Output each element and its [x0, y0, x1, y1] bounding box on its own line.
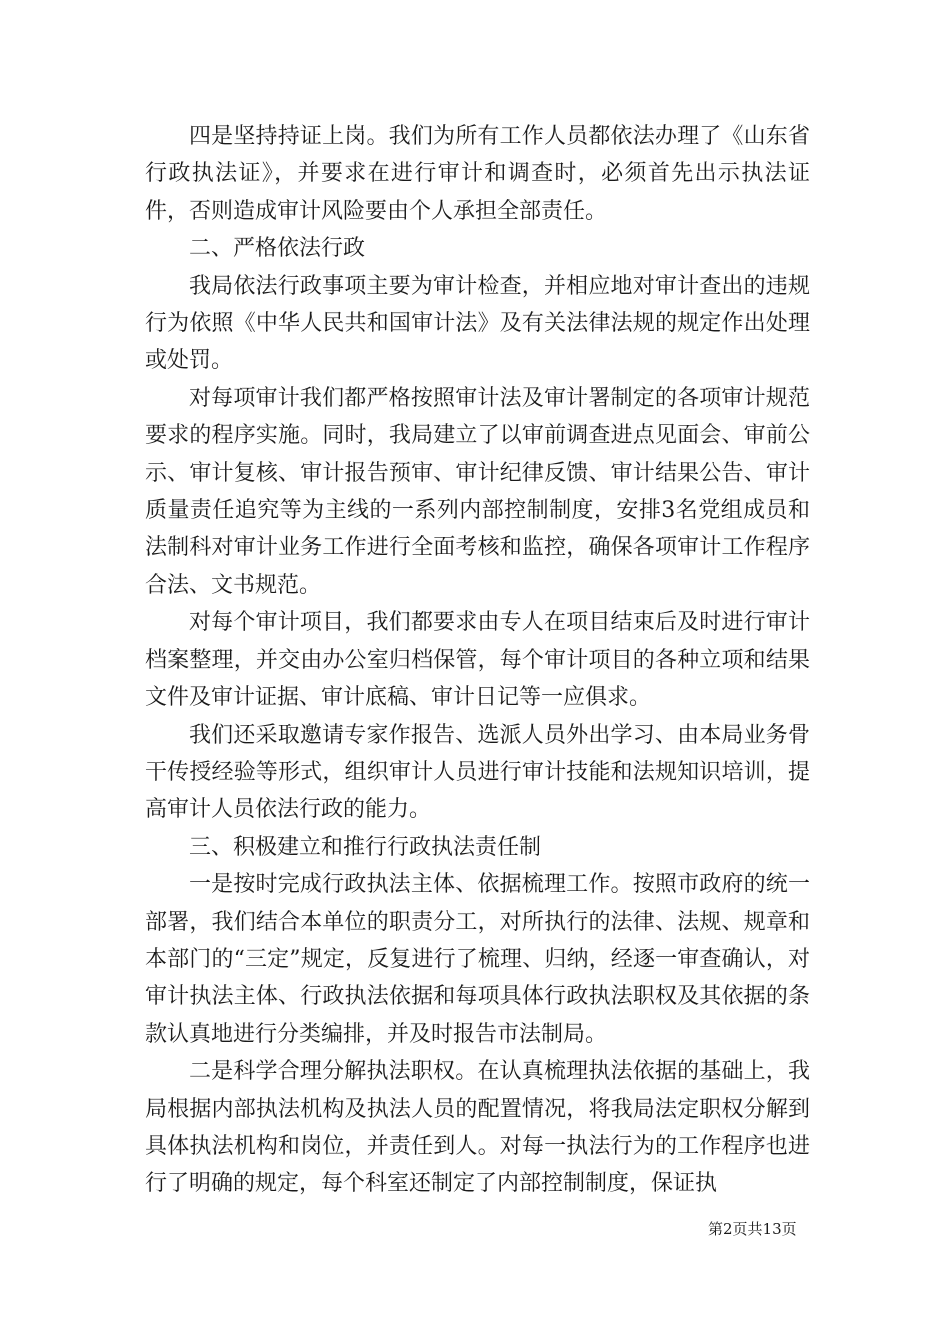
document-body: [145, 118, 810, 1203]
paragraph-audit-procedure: 对每项审计我们都严格按照审计法及审计署制定的各项审计规范要求的程序实施。同时，我局建立了以审前调查进点见面会、审前公示、审计复核、审计报告预审、审计纪律反馈、审计结果公告、审计质量责任追究等为主线的一系列内部控制制度，安排3名党组成员和法制科对审计业务工作进行全面考核和监控，确保各项审计工作程序合法、文书规范。: [145, 385, 810, 598]
paragraph-law-enforcement-basis: 一是按时完成行政执法主体、依据梳理工作。按照市政府的统一部署，我们结合本单位的职责分工，对所执行的法律、法规、规章和本部门的“三定”规定，反复进行了梳理、归纳，经逐一审查确认，对审计执法主体、行政执法依据和每项具体行政执法职权及其依据的条款认真地进行分类编排，并及时报告市法制局。: [145, 872, 810, 1047]
paragraph-training: 我们还采取邀请专家作报告、选派人员外出学习、由本局业务骨干传授经验等形式，组织审计人员进行审计技能和法规知识培训，提高审计人员依法行政的能力。: [145, 722, 810, 823]
section-heading-3: 三、积极建立和推行行政执法责任制: [189, 834, 542, 860]
paragraph-audit-inspection: 我局依法行政事项主要为审计检查，并相应地对审计查出的违规行为依照《中华人民共和国审计法》及有关法律法规的规定作出处理或处罚。: [145, 273, 810, 374]
paragraph-license: 四是坚持持证上岗。我们为所有工作人员都依法办理了《山东省行政执法证》，并要求在进行审计和调查时，必须首先出示执法证件，否则造成审计风险要由个人承担全部责任。: [145, 124, 810, 224]
page-number-footer: 第2页共13页: [708, 1220, 797, 1238]
section-heading-2: 二、严格依法行政: [189, 236, 366, 262]
paragraph-authority-decomposition: 二是科学合理分解执法职权。在认真梳理执法依据的基础上，我局根据内部执法机构及执法人员的配置情况，将我局法定职权分解到具体执法机构和岗位，并责任到人。对每一执法行为的工作程序也进行了明确的规定，每个科室还制定了内部控制制度，保证执: [145, 1059, 810, 1197]
paragraph-audit-archive: 对每个审计项目，我们都要求由专人在项目结束后及时进行审计档案整理，并交由办公室归档保管，每个审计项目的各种立项和结果文件及审计证据、审计底稿、审计日记等一应俱求。: [145, 610, 810, 711]
